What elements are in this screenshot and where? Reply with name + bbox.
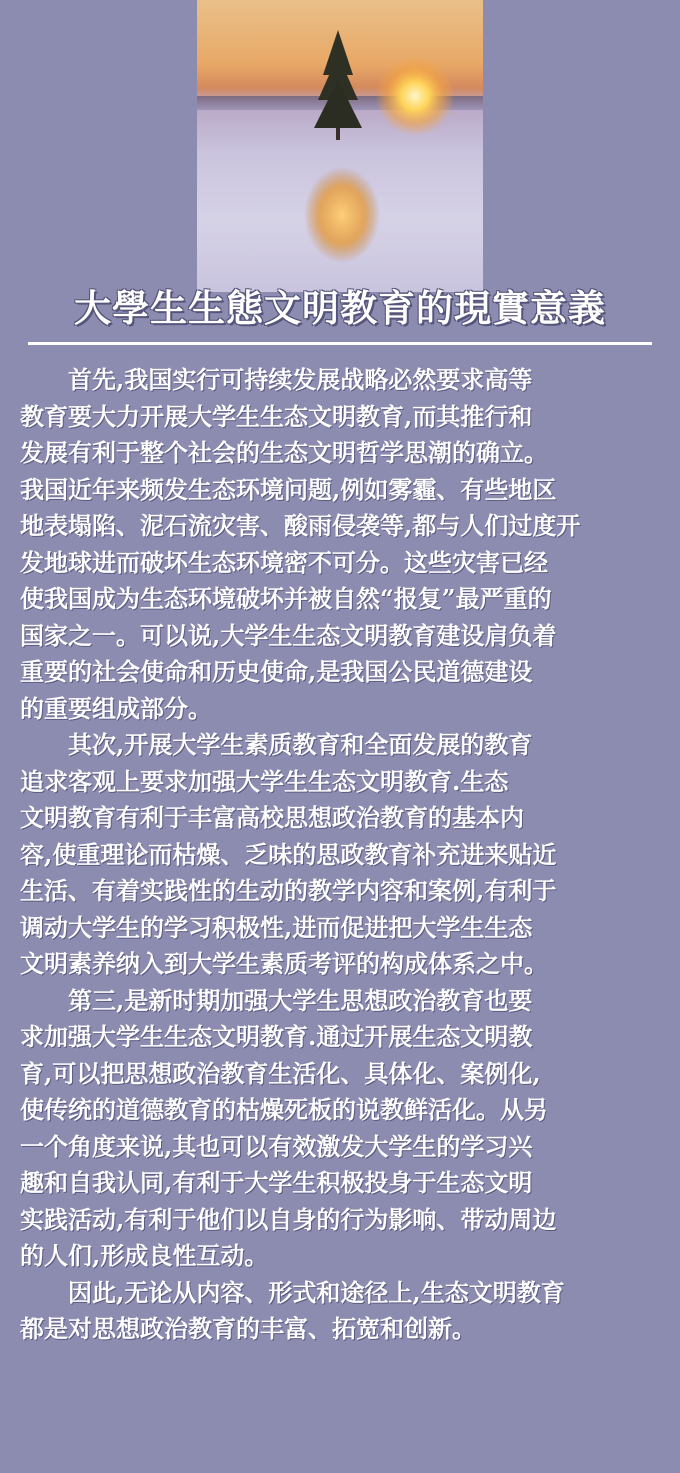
text-line: 一个角度来说,其也可以有效激发大学生的学习兴 <box>20 1131 533 1161</box>
paragraph-1 <box>20 362 660 727</box>
article-body <box>20 362 660 1348</box>
paragraph-3 <box>20 983 660 1275</box>
text-line: 育,可以把思想政治教育生活化、具体化、案例化, <box>20 1058 541 1088</box>
text-line: 生活、有着实践性的生动的教学内容和案例,有利于 <box>20 876 557 905</box>
text-line: 地表塌陷、泥石流灾害、酸雨侵袭等,都与人们过度开 <box>20 511 581 540</box>
text-line: 文明教育有利于丰富高校思想政治教育的基本内 <box>20 803 524 832</box>
text-line: 的重要组成部分。 <box>20 693 212 723</box>
text-line: 求加强大学生生态文明教育.通过开展生态文明教 <box>20 1022 533 1051</box>
photo-scene <box>197 0 483 292</box>
text-line: 调动大学生的学习积极性,进而促进把大学生生态 <box>20 912 533 942</box>
text-line: 其次,开展大学生素质教育和全面发展的教育 <box>68 730 533 759</box>
tree-icon <box>314 30 362 140</box>
text-line: 教育要大力开展大学生生态文明教育,而其推行和 <box>20 401 533 431</box>
page-title: 大學生生態文明教育的現實意義 <box>74 286 606 330</box>
text-line: 追求客观上要求加强大学生生态文明教育.生态 <box>20 766 509 796</box>
paragraph-2 <box>20 727 660 983</box>
text-line: 文明素养纳入到大学生素质考评的构成体系之中。 <box>20 949 548 978</box>
text-line: 因此,无论从内容、形式和途径上,生态文明教育 <box>68 1277 565 1307</box>
text-line: 的人们,形成良性互动。 <box>20 1241 269 1270</box>
text-line: 都是对思想政治教育的丰富、拓宽和创新。 <box>20 1314 476 1343</box>
hand-icon <box>304 167 380 263</box>
text-line: 容,使重理论而枯燥、乏味的思政教育补充进来贴近 <box>20 839 557 869</box>
text-line: 第三,是新时期加强大学生思想政治教育也要 <box>68 985 533 1015</box>
text-line: 发地球进而破坏生态环境密不可分。这些灾害已经 <box>20 547 548 577</box>
text-line: 我国近年来频发生态环境问题,例如雾霾、有些地区 <box>20 474 557 504</box>
text-line: 趣和自我认同,有利于大学生积极投身于生态文明 <box>20 1168 533 1197</box>
sun-icon <box>375 56 455 136</box>
text-line: 首先,我国实行可持续发展战略必然要求高等 <box>68 365 533 394</box>
text-line: 国家之一。可以说,大学生生态文明教育建设肩负着 <box>20 620 557 650</box>
text-line: 实践活动,有利于他们以自身的行为影响、带动周边 <box>20 1204 557 1234</box>
title-divider <box>28 342 652 345</box>
text-line: 发展有利于整个社会的生态文明哲学思潮的确立。 <box>20 438 548 467</box>
text-line: 使我国成为生态环境破坏并被自然“报复”最严重的 <box>20 584 552 613</box>
paragraph-4 <box>20 1275 660 1348</box>
text-line: 使传统的道德教育的枯燥死板的说教鲜活化。从另 <box>20 1095 548 1124</box>
header-photo <box>197 0 483 292</box>
text-line: 重要的社会使命和历史使命,是我国公民道德建设 <box>20 657 533 686</box>
